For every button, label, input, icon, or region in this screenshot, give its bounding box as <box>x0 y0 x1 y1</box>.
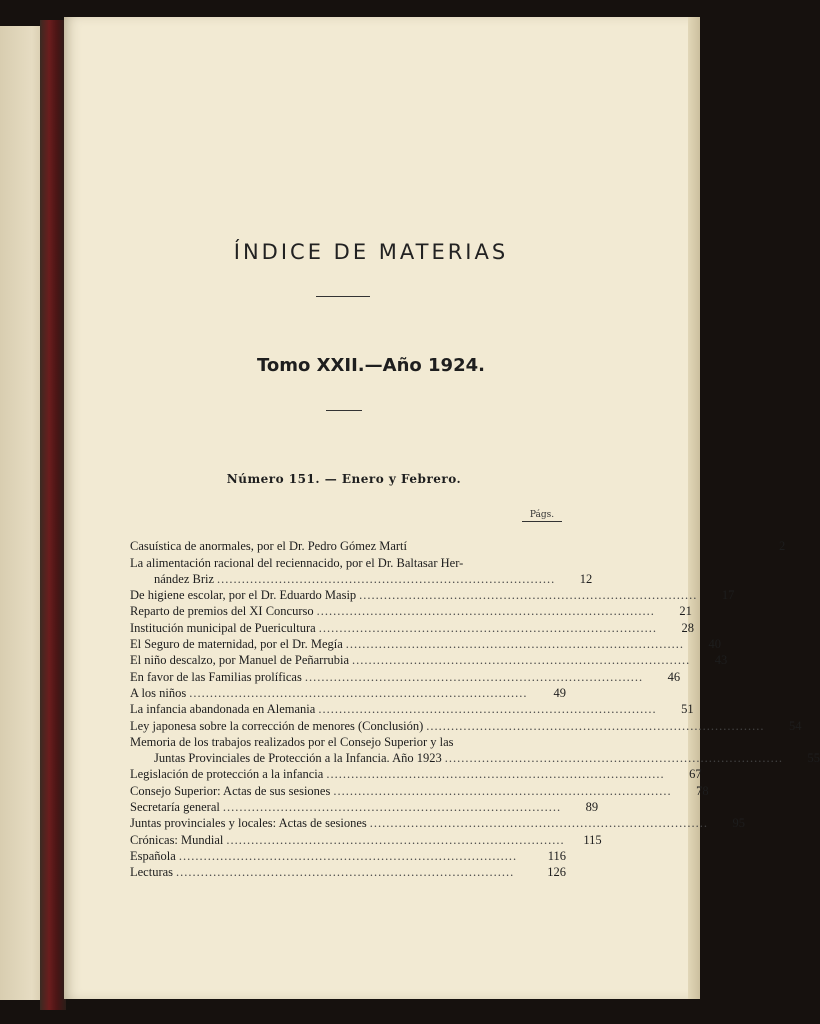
leader-dots: .................................................................................. <box>326 767 665 782</box>
toc-entry-page: 46 <box>667 669 681 684</box>
leader-dots: .................................................................................. <box>369 816 708 831</box>
toc-entry-text: nández Briz <box>154 571 215 586</box>
toc-entry-page: 43 <box>714 653 728 668</box>
pages-column-header: Págs. <box>522 510 562 522</box>
leader-dots: .................................................................................. <box>318 702 657 717</box>
toc-entry-text: En favor de las Familias prolíficas <box>130 669 302 684</box>
leader-dots: .................................................................................. <box>352 653 691 668</box>
toc-entry-page: 12 <box>579 571 593 586</box>
leader-dots: .................................................................................. <box>316 604 655 619</box>
toc-entry <box>130 603 692 619</box>
toc-entry <box>130 734 566 750</box>
toc-entry-text: Lecturas <box>130 865 174 880</box>
toc-entry <box>130 750 820 766</box>
toc-entry <box>130 538 786 554</box>
page-title: ÍNDICE DE MATERIAS <box>233 240 509 264</box>
toc-entry-page: 2 <box>779 539 786 554</box>
toc-entry <box>130 782 709 798</box>
toc-entry-page: 21 <box>679 604 692 619</box>
toc-entry <box>130 766 702 782</box>
toc-entry <box>130 636 722 652</box>
toc-entry-page: 51 <box>681 702 694 717</box>
toc-entry-text: Española <box>130 848 176 863</box>
toc-entry <box>130 619 694 635</box>
toc-entry-text: El niño descalzo, por Manuel de Peñarrubia <box>130 653 350 668</box>
page-edge <box>688 17 700 999</box>
leader-dots: .................................................................................. <box>304 669 644 684</box>
toc-entry <box>130 701 694 717</box>
toc-entry-text: Consejo Superior: Actas de sus sesiones <box>130 783 331 798</box>
toc-entry-page: 55 <box>807 751 820 766</box>
toc-entry-page: 54 <box>789 718 802 733</box>
toc-entry-text: Reparto de premios del XI Concurso <box>130 604 314 619</box>
volume-divider <box>326 410 362 411</box>
toc-entry-page: 78 <box>696 783 709 798</box>
toc-entry <box>130 571 593 587</box>
toc-entry-page: 17 <box>721 588 735 603</box>
toc-entry-text: El Seguro de maternidad, por el Dr. Megía <box>130 637 343 652</box>
toc-entry-text: Ley japonesa sobre la corrección de menores (Conclusión) <box>130 718 424 733</box>
toc-entry-page: 126 <box>547 865 566 880</box>
toc-entry <box>130 717 802 733</box>
toc-entry-page: 40 <box>708 637 722 652</box>
toc-entry <box>130 685 566 701</box>
toc-entry-page: 116 <box>547 848 566 863</box>
toc-entry-page: 28 <box>681 620 694 635</box>
toc-entry <box>130 864 566 880</box>
toc-entry-page: 89 <box>585 800 599 815</box>
toc-entry-text: Crónicas: Mundial <box>130 832 224 847</box>
leader-dots: .................................................................................. <box>222 800 562 815</box>
leader-dots: .................................................................................. <box>345 637 685 652</box>
toc-entry-page: 67 <box>689 767 702 782</box>
leader-dots: .................................................................................. <box>444 751 784 766</box>
leader-dots: .................................................................................. <box>359 588 698 603</box>
leader-dots: .................................................................................. <box>176 865 515 880</box>
leader-dots: .................................................................................. <box>226 832 565 847</box>
toc-entry-page: 49 <box>553 685 566 700</box>
toc-entry-page: 95 <box>732 816 745 831</box>
toc-entry-text: De higiene escolar, por el Dr. Eduardo Masip <box>130 588 357 603</box>
volume-heading: Tomo XXII.—Año 1924. <box>257 355 485 376</box>
toc-entry <box>130 799 599 815</box>
leader-dots: .................................................................................. <box>333 783 672 798</box>
toc-entry-text: Institución municipal de Puericultura <box>130 620 316 635</box>
toc-entry-page: 115 <box>583 832 602 847</box>
leader-dots: .................................................................................. <box>426 718 765 733</box>
leader-dots: .................................................................................. <box>178 848 518 863</box>
leader-dots: .................................................................................. <box>318 620 657 635</box>
title-divider <box>316 296 370 297</box>
toc-entry-text: Legislación de protección a la infancia <box>130 767 324 782</box>
book-spine <box>40 20 66 1010</box>
toc-entry-text: Juntas provinciales y locales: Actas de sesiones <box>130 816 367 831</box>
leader-dots: .................................................................................. <box>217 571 556 586</box>
toc-entry-text: La alimentación racional del reciennacido, por el Dr. Baltasar Her- <box>130 555 464 570</box>
toc-entry <box>130 587 735 603</box>
toc-entry <box>130 831 602 847</box>
toc-entry <box>130 668 681 684</box>
table-of-contents <box>130 538 820 880</box>
toc-entry-text: A los niños <box>130 685 187 700</box>
toc-entry-text: Juntas Provinciales de Protección a la Infancia. Año 1923 <box>154 751 442 766</box>
leader-dots: .................................................................................. <box>189 685 528 700</box>
toc-entry <box>130 848 566 864</box>
toc-entry-text: Casuística de anormales, por el Dr. Pedro Gómez Martí <box>130 539 408 554</box>
toc-entry <box>130 554 566 570</box>
toc-entry <box>130 815 745 831</box>
toc-entry-text: La infancia abandonada en Alemania <box>130 702 316 717</box>
toc-entry <box>130 652 728 668</box>
toc-entry-text: Memoria de los trabajos realizados por el Consejo Superior y las <box>130 734 454 749</box>
toc-entry-text: Secretaría general <box>130 800 220 815</box>
issue-heading: Número 151. — Enero y Febrero. <box>226 472 462 486</box>
